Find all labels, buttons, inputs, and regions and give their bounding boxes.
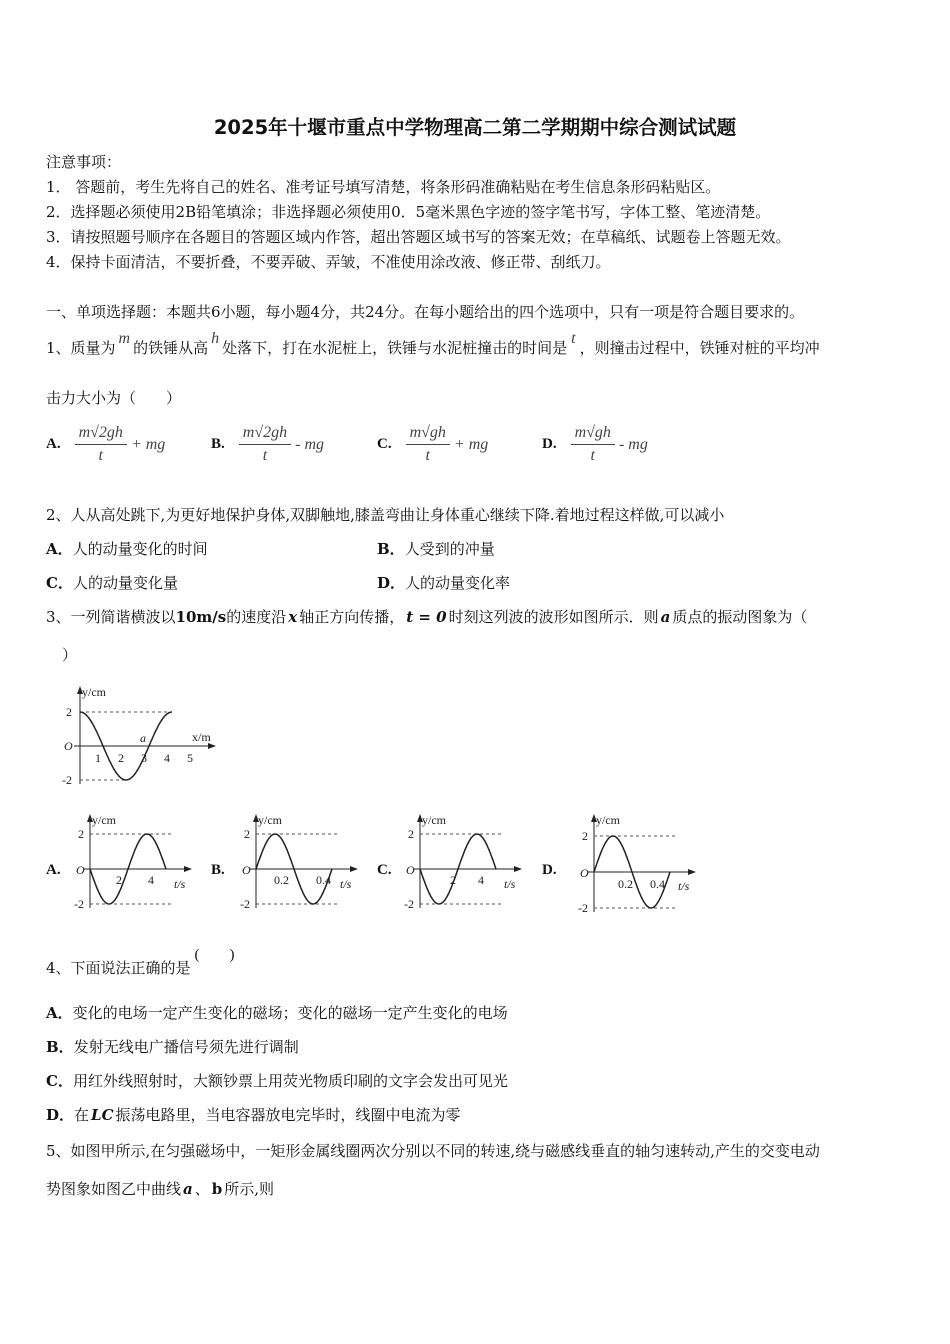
- symbol-m: m: [118, 330, 131, 347]
- svg-text:-2: -2: [578, 901, 588, 915]
- q4-stem: 4、下面说法正确的是( ): [46, 947, 235, 977]
- wave-graph: [52, 684, 227, 794]
- svg-text:2: 2: [78, 827, 84, 841]
- wave-tick: 5: [187, 751, 193, 765]
- notice-item: 3．请按照题号顺序在各题目的答题区域内作答，超出答题区域书写的答案无效；在草稿纸、试题卷上答题无效。: [46, 228, 791, 246]
- svg-text:0.4: 0.4: [650, 877, 665, 891]
- q2-option-d[interactable]: D．人的动量变化率: [377, 574, 511, 592]
- fraction: $\frac{m√gh}{t}$: [406, 424, 450, 465]
- q4-option-c[interactable]: C．用红外线照射时，大额钞票上用荧光物质印刷的文字会发出可见光: [46, 1072, 508, 1090]
- notice-item: 1． 答题前，考生先将自己的姓名、准考证号填写清楚，将条形码准确粘贴在考生信息条形码粘贴区。: [46, 178, 721, 196]
- graph-d[interactable]: [566, 812, 706, 918]
- wave-y-pos: 2: [66, 705, 72, 719]
- svg-text:4: 4: [148, 873, 154, 887]
- svg-text:O: O: [406, 863, 415, 877]
- wave-tick: 4: [164, 751, 170, 765]
- q1-option-b[interactable]: B. $\frac{m√2gh}{t}$ - mg: [211, 424, 324, 464]
- q2-option-c[interactable]: C．人的动量变化量: [46, 574, 178, 592]
- fraction: $\frac{m√gh}{t}$: [571, 424, 615, 465]
- svg-text:O: O: [242, 863, 251, 877]
- q3-stem-line2: ）: [62, 646, 78, 664]
- graph-b[interactable]: [228, 812, 368, 912]
- svg-text:-2: -2: [74, 897, 84, 911]
- fraction: $\frac{m√2gh}{t}$: [239, 424, 291, 465]
- q3-option-a-label[interactable]: A.: [46, 862, 61, 878]
- svg-text:t/s: t/s: [174, 877, 186, 891]
- svg-text:t/s: t/s: [504, 877, 516, 891]
- q1-option-c[interactable]: C. $\frac{m√gh}{t}$ + mg: [377, 424, 489, 464]
- q1-option-d[interactable]: D. $\frac{m√gh}{t}$ - mg: [542, 424, 648, 464]
- notice-item: 4．保持卡面清洁，不要折叠，不要弄破、弄皱，不准使用涂改液、修正带、刮纸刀。: [46, 253, 611, 271]
- q4-option-d[interactable]: D．在 LC 振荡电路里，当电容器放电完毕时，线圈中电流为零: [46, 1106, 461, 1124]
- svg-text:y/cm: y/cm: [596, 813, 620, 827]
- svg-text:2: 2: [450, 873, 456, 887]
- q3-option-c-label[interactable]: C.: [377, 862, 392, 878]
- svg-text:t/s: t/s: [340, 877, 352, 891]
- q3-option-b-label[interactable]: B.: [211, 862, 225, 878]
- wave-tick: 3: [141, 751, 147, 765]
- page-title: 2025年十堰市重点中学物理高二第二学期期中综合测试试题: [213, 116, 737, 139]
- wave-origin: O: [64, 739, 73, 753]
- graph-a[interactable]: [62, 812, 202, 912]
- graph-c[interactable]: [392, 812, 532, 912]
- svg-text:0.4: 0.4: [316, 873, 331, 887]
- q1-option-a[interactable]: A. $\frac{m√2gh}{t}$ + mg: [46, 424, 166, 464]
- q3-option-d-label[interactable]: D.: [542, 862, 557, 878]
- wave-point-label: a: [140, 731, 146, 745]
- symbol-h: h: [211, 330, 220, 347]
- q2-option-b[interactable]: B．人受到的冲量: [377, 540, 495, 558]
- q1-stem-line2: 击力大小为（ ）: [46, 389, 182, 407]
- wave-y-neg: -2: [62, 773, 72, 787]
- wave-tick: 1: [95, 751, 101, 765]
- svg-text:0.2: 0.2: [618, 877, 633, 891]
- svg-text:O: O: [580, 866, 589, 880]
- svg-text:O: O: [76, 863, 85, 877]
- q4-option-b[interactable]: B．发射无线电广播信号须先进行调制: [46, 1038, 299, 1056]
- svg-text:2: 2: [244, 827, 250, 841]
- svg-text:2: 2: [582, 829, 588, 843]
- notice-item: 2．选择题必须使用2B铅笔填涂；非选择题必须使用0．5毫米黑色字迹的签字笔书写，字体工整、笔迹清楚。: [46, 203, 771, 221]
- wave-tick: 2: [118, 751, 124, 765]
- svg-text:t/s: t/s: [678, 879, 690, 893]
- svg-text:y/cm: y/cm: [422, 813, 446, 827]
- q4-option-a[interactable]: A．变化的电场一定产生变化的磁场；变化的磁场一定产生变化的电场: [46, 1004, 508, 1022]
- q5-stem-line2: 势图象如图乙中曲线 a 、 b 所示,则: [46, 1180, 275, 1198]
- wave-x-label: x/m: [192, 730, 211, 744]
- q1-stem: 1、质量为m的铁锤从高h处落下，打在水泥桩上，铁锤与水泥桩撞击的时间是t，则撞击过程中，铁锤对桩的平均冲: [46, 330, 820, 357]
- wave-y-label: y/cm: [82, 685, 106, 699]
- svg-text:0.2: 0.2: [274, 873, 289, 887]
- q2-stem: 2、人从高处跳下,为更好地保护身体,双脚触地,膝盖弯曲让身体重心继续下降.着地过程这样做,可以减小: [46, 506, 725, 524]
- notice-heading: 注意事项：: [46, 153, 122, 171]
- q3-stem: 3、一列简谐横波以10m/s的速度沿 x 轴正方向传播， t = 0 时刻这列波的波形如图所示．则 a 质点的振动图象为（: [46, 608, 808, 626]
- svg-text:2: 2: [116, 873, 122, 887]
- svg-text:-2: -2: [404, 897, 414, 911]
- svg-text:4: 4: [478, 873, 484, 887]
- q2-option-a[interactable]: A．人的动量变化的时间: [46, 540, 208, 558]
- q5-stem: 5、如图甲所示,在匀强磁场中，一矩形金属线圈两次分别以不同的转速,绕与磁感线垂直的轴匀速转动,产生的交变电动: [46, 1142, 820, 1160]
- svg-text:-2: -2: [240, 897, 250, 911]
- fraction: $\frac{m√2gh}{t}$: [75, 424, 127, 465]
- section-heading: 一、单项选择题：本题共6小题，每小题4分，共24分。在每小题给出的四个选项中，只有一项是符合题目要求的。: [46, 303, 805, 321]
- symbol-t: t: [571, 330, 576, 347]
- svg-text:y/cm: y/cm: [258, 813, 282, 827]
- svg-text:y/cm: y/cm: [92, 813, 116, 827]
- svg-text:2: 2: [408, 827, 414, 841]
